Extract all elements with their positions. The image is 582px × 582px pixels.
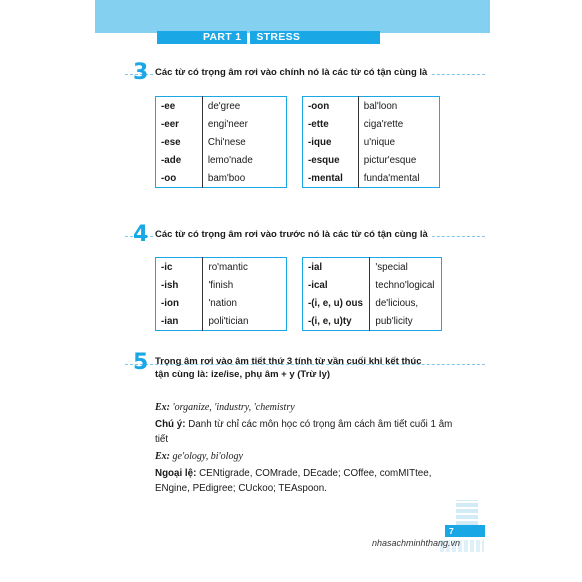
exceptions [155, 466, 455, 496]
word-cell: bal'loon [363, 100, 398, 112]
word-cell: de'gree [207, 100, 241, 112]
table-row [303, 312, 442, 331]
word-cell: 'finish [208, 279, 234, 291]
section-title [155, 356, 455, 381]
word-cell: pictur'esque [363, 154, 417, 166]
table-row [303, 133, 440, 151]
suffix-table-right [302, 96, 440, 188]
note-text: Danh từ chỉ các môn học có trọng âm cách âm tiết cuối 1 âm tiết [155, 419, 453, 445]
suffix-cell: -oo [156, 169, 203, 188]
section-title: Các từ có trọng âm rơi vào trước nó là các từ có tận cùng là [155, 229, 432, 240]
suffix-cell: -esque [303, 151, 359, 169]
note [155, 417, 455, 447]
example-label: Ex: [155, 451, 170, 462]
suffix-cell: -ion [156, 294, 203, 312]
table-row [156, 115, 287, 133]
suffix-cell: -ical [303, 276, 370, 294]
word-cell: techno'logical [375, 279, 435, 291]
example-text: ge'ology, bi'ology [172, 451, 243, 462]
table-row [156, 258, 287, 277]
suffix-cell: -mental [303, 169, 359, 188]
suffix-cell: -(i, e, u) ous [303, 294, 370, 312]
section-title-line2: tận cùng là: ize/ise, phụ âm + y (Trừ ly) [155, 368, 331, 380]
example-text: 'organize, 'industry, 'chemistry [172, 402, 295, 413]
part-label: PART 1 [157, 31, 247, 44]
exception-label: Ngoại lệ: [155, 468, 197, 479]
suffix-cell: -oon [303, 97, 359, 116]
section-number: 5 [133, 350, 149, 375]
suffix-cell: -ic [156, 258, 203, 277]
table-row [303, 97, 440, 116]
header-band [95, 0, 490, 33]
word-cell: 'nation [208, 297, 238, 309]
table-row [156, 294, 287, 312]
suffix-cell: -ique [303, 133, 359, 151]
book-page [95, 0, 490, 582]
word-cell: u'nique [363, 136, 396, 148]
note-label: Chú ý: [155, 419, 186, 430]
section-body [155, 400, 455, 496]
word-cell: bam'boo [207, 172, 246, 184]
suffix-cell: -ial [303, 258, 370, 277]
part-title: STRESS [250, 31, 380, 44]
table-row [303, 294, 442, 312]
word-cell: pub'licity [375, 315, 413, 327]
suffix-table-left [155, 96, 287, 188]
section-4 [125, 222, 485, 327]
table-row [303, 115, 440, 133]
exception-text: CENtigrade, COMrade, DEcade; COffee, comMITtee, ENgine, PEdigree; CUckoo; TEAspoon. [155, 468, 432, 494]
suffix-cell: -eer [156, 115, 203, 133]
suffix-cell: -(i, e, u)ty [303, 312, 370, 331]
section-5 [125, 350, 485, 494]
section-title-line1: Trọng âm rơi vào âm tiết thứ 3 tính từ vần cuối khi kết thúc [155, 356, 422, 367]
section-number: 4 [133, 222, 149, 247]
word-cell: poli'tician [208, 315, 249, 327]
suffix-cell: -ette [303, 115, 359, 133]
example-label: Ex: [155, 402, 170, 413]
table-row [303, 258, 442, 277]
word-cell: ro'mantic [208, 261, 248, 273]
suffix-table-left [155, 257, 287, 331]
suffix-cell: -ese [156, 133, 203, 151]
table-row [303, 169, 440, 188]
section-title: Các từ có trọng âm rơi vào chính nó là các từ có tận cùng là [155, 67, 431, 78]
word-cell: 'special [375, 261, 408, 273]
word-cell: funda'mental [363, 172, 420, 184]
suffix-cell: -ian [156, 312, 203, 331]
section-3 [125, 60, 485, 184]
example-2 [155, 449, 455, 464]
table-row [156, 151, 287, 169]
table-row [156, 133, 287, 151]
section-number: 3 [133, 60, 149, 85]
example-1 [155, 400, 455, 415]
suffix-cell: -ish [156, 276, 203, 294]
suffix-cell: -ee [156, 97, 203, 116]
decorative-grid [456, 500, 478, 525]
table-row [303, 276, 442, 294]
table-row [156, 276, 287, 294]
suffix-table-right [302, 257, 442, 331]
word-cell: ciga'rette [363, 118, 404, 130]
page-number: 7 [445, 525, 485, 537]
word-cell: engi'neer [207, 118, 248, 130]
word-cell: de'licious, [375, 297, 419, 309]
table-row [303, 151, 440, 169]
suffix-cell: -ade [156, 151, 203, 169]
word-cell: lemo'nade [207, 154, 253, 166]
site-watermark: nhasachminhthang.vn [371, 538, 460, 548]
table-row [156, 312, 287, 331]
part-header [157, 31, 380, 44]
table-row [156, 169, 287, 188]
word-cell: Chi'nese [207, 136, 246, 148]
table-row [156, 97, 287, 116]
